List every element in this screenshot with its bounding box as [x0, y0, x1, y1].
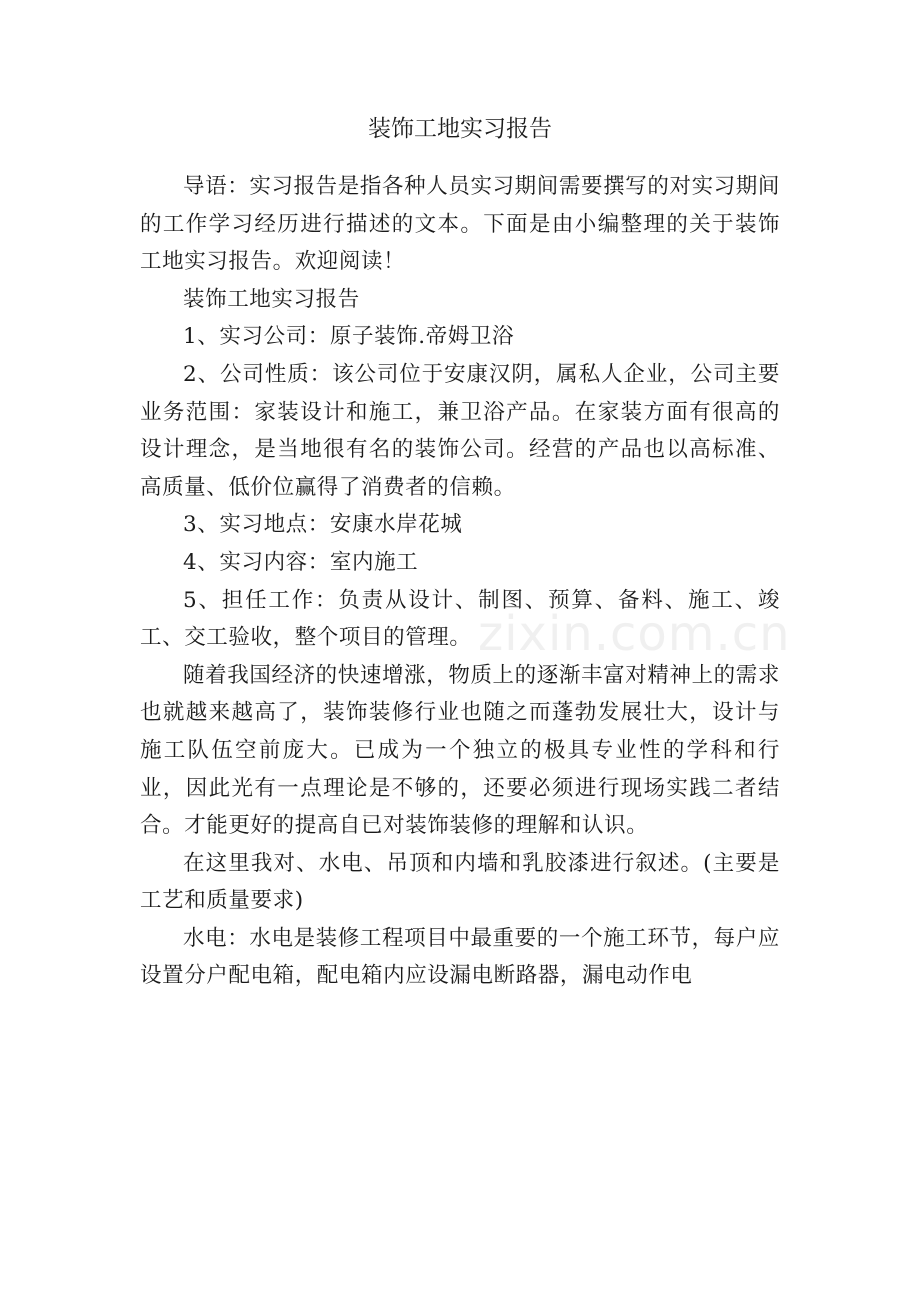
document-title: 装饰工地实习报告 — [368, 116, 552, 142]
paragraph-intro: 导语：实习报告是指各种人员实习期间需要撰写的对实习期间的工作学习经历进行描述的文本。下面是由小编整理的关于装饰工地实习报告。欢迎阅读！ — [140, 174, 780, 275]
paragraph-body-2: 在这里我对、水电、吊顶和内墙和乳胶漆进行叙述。(主要是工艺和质量要求) — [140, 850, 780, 914]
paragraph-item-2: 2、公司性质：该公司位于安康汉阴，属私人企业，公司主要业务范围：家装设计和施工，兼卫浴产品。在家装方面有很高的设计理念，是当地很有名的装饰公司。经营的产品也以高标准、高质量、低价位赢得了消费者的信赖。 — [140, 361, 780, 500]
paragraph-subtitle: 装饰工地实习报告 — [183, 286, 360, 312]
paragraph-body-3: 水电：水电是装修工程项目中最重要的一个施工环节，每户应设置分户配电箱，配电箱内应设漏电断路器，漏电动作电 — [140, 925, 780, 989]
paragraph-body-1: 随着我国经济的快速增涨，物质上的逐渐丰富对精神上的需求也就越来越高了，装饰装修行业也随之而蓬勃发展壮大，设计与施工队伍空前庞大。已成为一个独立的极具专业性的学科和行业，因此光有一点理论是不够的，还要必须进行现场实践二者结合。才能更好的提高自已对装饰装修的理解和认识。 — [140, 662, 780, 839]
document-page — [140, 104, 780, 995]
paragraph-item-4: 4、实习内容：室内施工 — [183, 549, 419, 575]
paragraph-item-5: 5、担任工作：负责从设计、制图、预算、备料、施工、竣工、交工验收，整个项目的管理。 — [140, 587, 780, 651]
watermark: zixin.com.cn — [478, 606, 791, 662]
paragraph-item-3: 3、实习地点：安康水岸花城 — [183, 512, 463, 538]
paragraph-item-1: 1、实习公司：原子装饰.帝姆卫浴 — [183, 324, 515, 350]
